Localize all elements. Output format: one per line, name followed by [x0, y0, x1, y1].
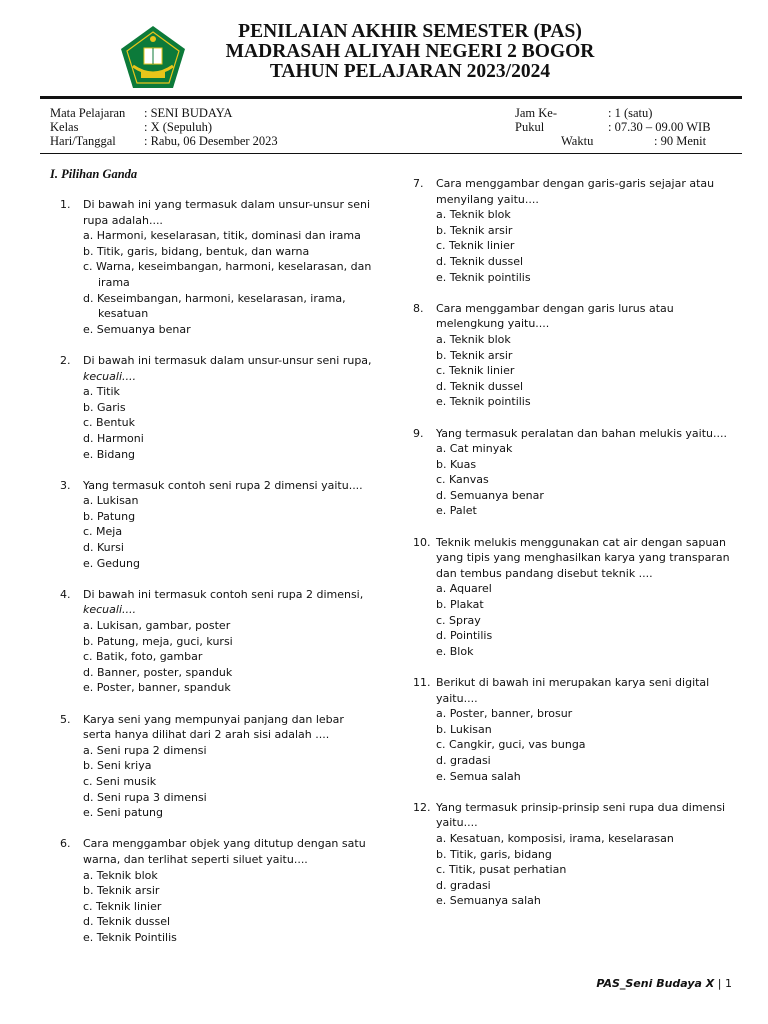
answer-option: d. Keseimbangan, harmoni, keselarasan, irama, kesatuan: [83, 291, 346, 321]
answer-option: d. Teknik dussel: [436, 254, 524, 268]
answer-option: c. Cangkir, guci, vas bunga: [436, 738, 586, 752]
answer-option: d. Banner, poster, spanduk: [83, 665, 233, 679]
question-item: [60, 197, 372, 337]
page-footer: [596, 977, 732, 990]
questions-right-column: [413, 176, 733, 925]
question-item: [60, 353, 372, 462]
question-number: 7.: [413, 177, 424, 190]
answer-option: b. Titik, garis, bidang, bentuk, dan warna: [83, 244, 310, 258]
question-text: Cara menggambar objek yang ditutup dengan satu warna, dan terlihat seperti siluet yaitu....: [83, 837, 366, 866]
question-text: Yang termasuk peralatan dan bahan melukis yaitu....: [436, 426, 728, 440]
question-number: 4.: [60, 587, 71, 601]
answer-option: e. Semua salah: [436, 769, 521, 783]
question-stem: [436, 426, 733, 442]
waktu-value: : 90 Menit: [654, 134, 707, 148]
info-divider: [40, 153, 742, 154]
answer-option: c. Teknik linier: [436, 239, 515, 253]
question-emphasis: kecuali....: [83, 369, 136, 383]
question-text: Berikut di bawah ini merupakan karya seni digital yaitu....: [436, 676, 710, 705]
jamke-label: Jam Ke-: [515, 106, 557, 120]
pukul-label: Pukul: [515, 120, 545, 134]
exam-header: [195, 22, 625, 82]
answer-option: b. Lukisan: [436, 722, 492, 736]
question-number: 9.: [413, 426, 424, 440]
subject-label: Mata Pelajaran: [50, 106, 126, 120]
jamke-value: : 1 (satu): [608, 106, 653, 120]
answer-option: e. Semuanya salah: [436, 894, 541, 908]
answer-option: d. gradasi: [436, 878, 491, 892]
answer-option: d. Harmoni: [83, 431, 144, 445]
question-stem: [436, 176, 733, 207]
answer-option: a. Harmoni, keselarasan, titik, dominasi dan irama: [83, 229, 361, 243]
class-label: Kelas: [50, 120, 79, 134]
answer-option: d. Semuanya benar: [436, 488, 544, 502]
question-item: [413, 176, 733, 285]
waktu-label: Waktu: [561, 134, 594, 148]
question-text: Di bawah ini termasuk contoh seni rupa 2 dimensi,: [83, 587, 364, 601]
answer-option: d. Teknik dussel: [436, 379, 524, 393]
answer-option: b. Patung: [83, 509, 136, 523]
answer-option: b. Plakat: [436, 598, 484, 612]
question-number: 10.: [413, 535, 431, 549]
question-text: Di bawah ini termasuk dalam unsur-unsur seni rupa,: [83, 353, 372, 367]
question-text: Karya seni yang mempunyai panjang dan lebar serta hanya dilihat dari 2 arah sisi adalah ....: [83, 712, 344, 742]
answer-option: b. Teknik arsir: [83, 884, 160, 898]
question-number: 11.: [413, 676, 431, 689]
question-item: [413, 675, 733, 784]
question-stem: [83, 836, 372, 867]
pukul-value: : 07.30 – 09.00 WIB: [608, 120, 711, 134]
question-text: Cara menggambar dengan garis-garis sejajar atau menyilang yaitu....: [436, 177, 715, 206]
answer-option: e. Palet: [436, 504, 477, 518]
question-item: [60, 836, 372, 945]
answer-option: e. Semuanya benar: [83, 322, 191, 336]
answer-option: c. Teknik linier: [83, 899, 162, 913]
question-text: Cara menggambar dengan garis lurus atau melengkung yaitu....: [436, 301, 674, 331]
answer-option: d. gradasi: [436, 753, 491, 767]
answer-option: a. Aquarel: [436, 582, 492, 596]
answer-option: e. Gedung: [83, 556, 140, 570]
answer-option: d. Seni rupa 3 dimensi: [83, 790, 207, 804]
answer-option: c. Meja: [83, 525, 123, 539]
answer-option: e. Teknik Pointilis: [83, 930, 177, 944]
answer-option: a. Teknik blok: [436, 332, 511, 346]
question-number: 6.: [60, 837, 71, 851]
answer-option: a. Lukisan: [83, 494, 139, 508]
answer-option: a. Cat minyak: [436, 442, 513, 456]
answer-option: b. Garis: [83, 400, 126, 414]
answer-option: c. Teknik linier: [436, 364, 515, 378]
question-text: Teknik melukis menggunakan cat air dengan sapuan yang tipis yang menghasilkan karya yang transparan dan tembus pandang disebut teknik ....: [436, 535, 730, 580]
date-label: Hari/Tanggal: [50, 134, 116, 148]
answer-option: c. Warna, keseimbangan, harmoni, keselarasan, dan irama: [83, 260, 372, 289]
footer-separator: |: [717, 977, 722, 990]
question-text: Yang termasuk prinsip-prinsip seni rupa dua dimensi yaitu....: [436, 800, 726, 830]
date-value: : Rabu, 06 Desember 2023: [144, 134, 278, 148]
question-item: [413, 426, 733, 520]
question-stem: [83, 587, 372, 618]
question-stem: [83, 478, 372, 494]
answer-option: c. Kanvas: [436, 473, 489, 487]
header-line-1: PENILAIAN AKHIR SEMESTER (PAS): [238, 21, 582, 42]
question-number: 8.: [413, 301, 424, 315]
answer-option: d. Kursi: [83, 541, 124, 555]
subject-value: : SENI BUDAYA: [144, 106, 233, 120]
question-item: [60, 587, 372, 696]
answer-option: a. Teknik blok: [436, 208, 511, 222]
footer-doc-name: PAS_Seni Budaya X: [596, 977, 715, 990]
answer-option: a. Poster, banner, brosur: [436, 707, 573, 721]
answer-option: a. Seni rupa 2 dimensi: [83, 743, 207, 757]
answer-option: e. Poster, banner, spanduk: [83, 681, 231, 695]
answer-option: a. Teknik blok: [83, 868, 158, 882]
question-emphasis: kecuali....: [83, 603, 136, 617]
answer-option: e. Blok: [436, 644, 474, 658]
question-item: [60, 478, 372, 572]
class-value: : X (Sepuluh): [144, 120, 213, 134]
answer-option: a. Lukisan, gambar, poster: [83, 619, 231, 633]
answer-option: d. Pointilis: [436, 629, 493, 643]
question-item: [413, 535, 733, 660]
answer-option: e. Bidang: [83, 447, 136, 461]
question-number: 12.: [413, 800, 431, 814]
question-stem: [436, 675, 733, 706]
answer-option: b. Titik, garis, bidang: [436, 847, 552, 861]
answer-option: c. Bentuk: [83, 416, 135, 430]
question-stem: [83, 712, 372, 743]
question-number: 5.: [60, 712, 71, 726]
answer-option: c. Titik, pusat perhatian: [436, 863, 567, 877]
answer-option: e. Teknik pointilis: [436, 270, 531, 284]
question-stem: [436, 800, 733, 831]
question-stem: [436, 535, 733, 582]
answer-option: b. Teknik arsir: [436, 223, 513, 237]
answer-option: b. Kuas: [436, 457, 477, 471]
answer-option: a. Titik: [83, 385, 120, 399]
answer-option: b. Seni kriya: [83, 759, 152, 773]
question-stem: [83, 353, 372, 384]
questions-left-column: [60, 197, 372, 961]
header-divider: [40, 96, 742, 99]
section-title: I. Pilihan Ganda: [50, 167, 138, 181]
answer-option: a. Kesatuan, komposisi, irama, keselarasan: [436, 831, 674, 845]
question-number: 3.: [60, 478, 71, 492]
question-number: 2.: [60, 353, 71, 367]
question-number: 1.: [60, 198, 71, 211]
answer-option: e. Seni patung: [83, 806, 163, 820]
answer-option: e. Teknik pointilis: [436, 395, 531, 409]
question-stem: [83, 197, 372, 228]
question-item: [413, 800, 733, 909]
answer-option: b. Teknik arsir: [436, 348, 513, 362]
question-text: Yang termasuk contoh seni rupa 2 dimensi yaitu....: [83, 478, 363, 492]
answer-option: c. Seni musik: [83, 774, 157, 788]
ministry-logo: [119, 24, 187, 90]
header-line-2: MADRASAH ALIYAH NEGERI 2 BOGOR: [225, 41, 595, 62]
answer-option: c. Batik, foto, gambar: [83, 650, 203, 664]
question-item: [60, 712, 372, 821]
answer-option: b. Patung, meja, guci, kursi: [83, 634, 233, 648]
footer-page-number: 1: [725, 977, 732, 990]
answer-option: d. Teknik dussel: [83, 915, 171, 929]
header-line-3: TAHUN PELAJARAN 2023/2024: [269, 61, 551, 82]
answer-option: c. Spray: [436, 613, 481, 627]
question-stem: [436, 301, 733, 332]
question-item: [413, 301, 733, 410]
question-text: Di bawah ini yang termasuk dalam unsur-unsur seni rupa adalah....: [83, 198, 371, 227]
